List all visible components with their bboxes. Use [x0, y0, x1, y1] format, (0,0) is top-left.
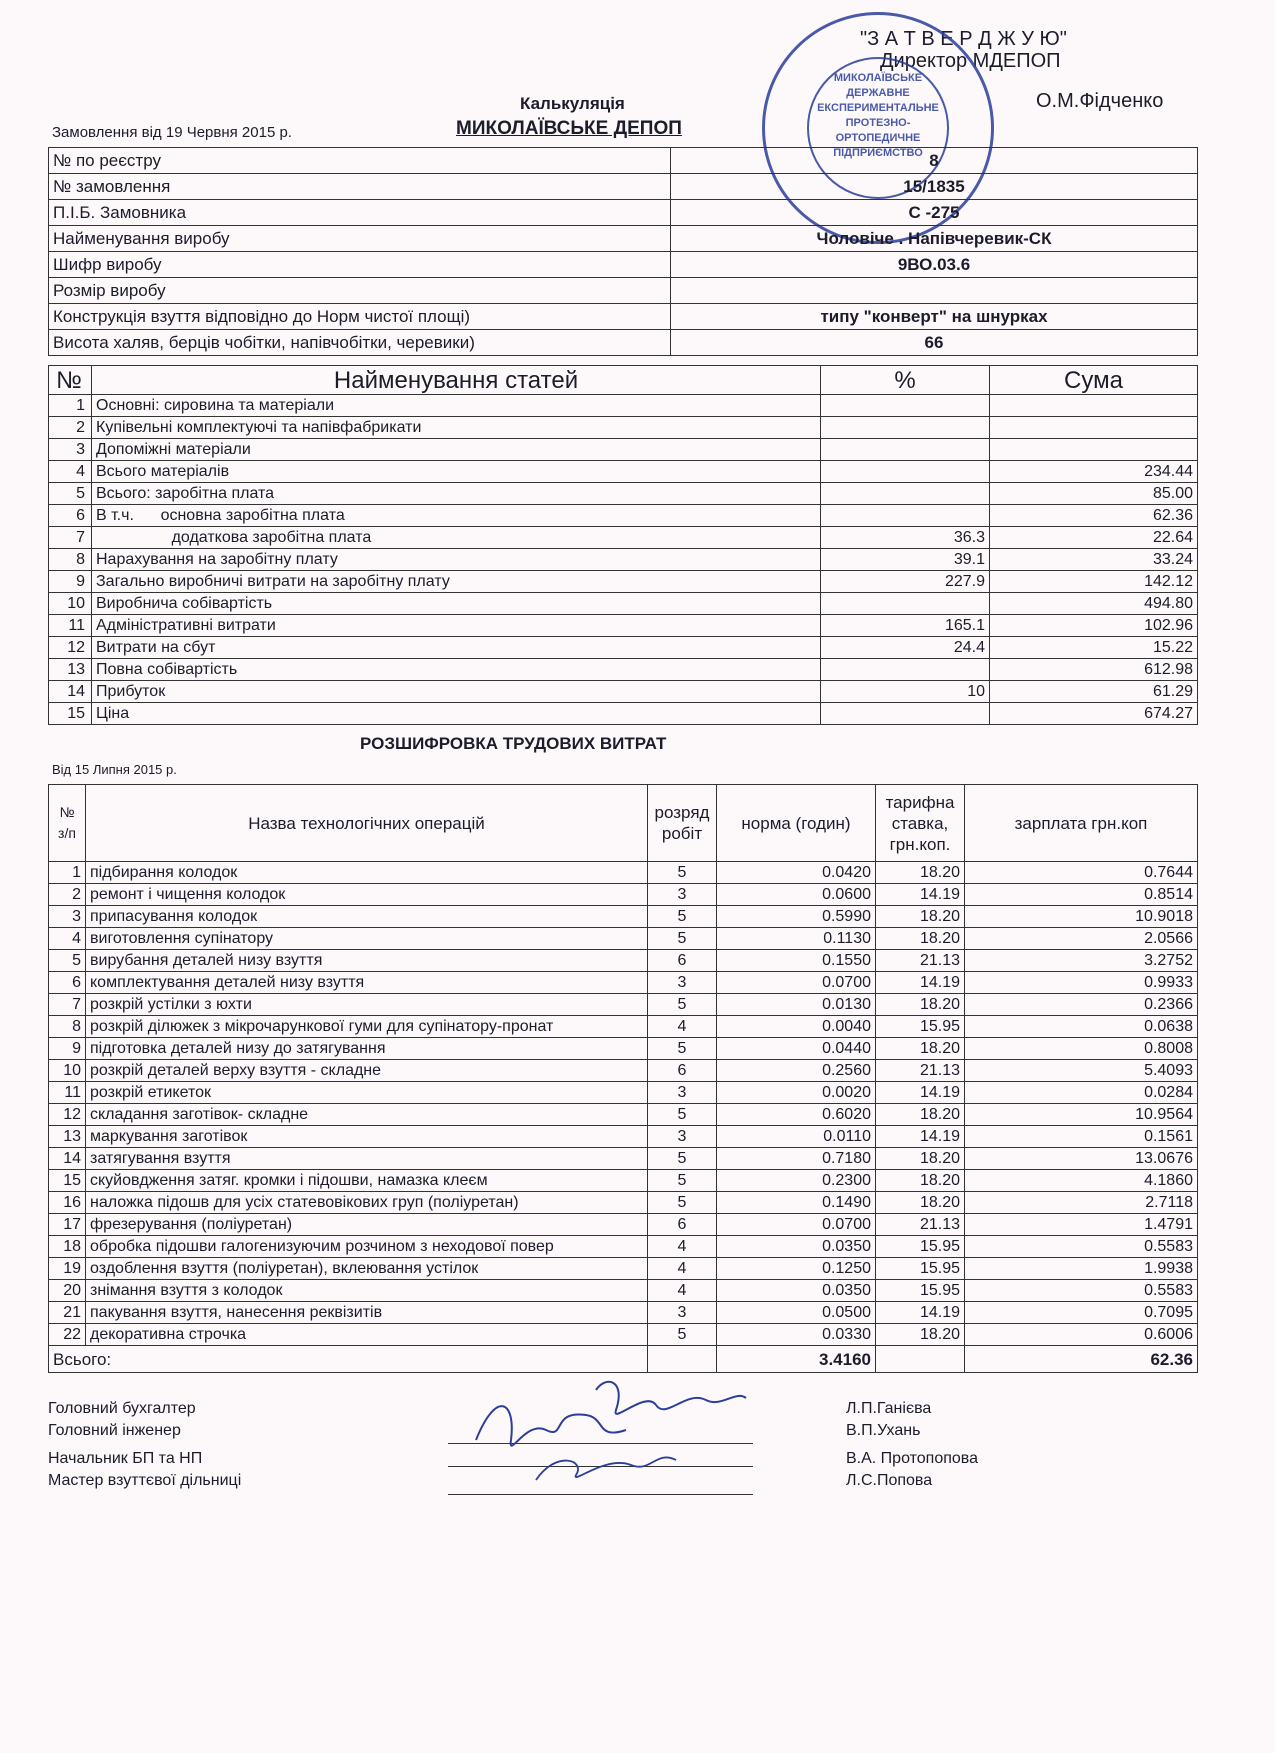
labor-operation: ремонт і чищення колодок — [86, 884, 648, 906]
labor-grade: 5 — [648, 1324, 717, 1346]
labor-num: 11 — [49, 1082, 86, 1104]
labor-rate: 14.19 — [876, 1126, 965, 1148]
labor-wage: 0.7644 — [965, 862, 1198, 884]
cost-percent: 39.1 — [821, 549, 990, 571]
labor-wage: 0.1561 — [965, 1126, 1198, 1148]
info-label: № замовлення — [49, 174, 671, 200]
labor-row — [49, 1170, 1198, 1192]
labor-total-rate — [876, 1346, 965, 1373]
labor-num: 6 — [49, 972, 86, 994]
labor-operation: розкрій деталей верху взуття - складне — [86, 1060, 648, 1082]
cost-name: В т.ч. основна заробітна плата — [92, 505, 821, 527]
info-label: Розмір виробу — [49, 278, 671, 304]
cost-num: 4 — [49, 461, 92, 483]
cost-num: 6 — [49, 505, 92, 527]
labor-wage: 13.0676 — [965, 1148, 1198, 1170]
cost-name: Прибуток — [92, 681, 821, 703]
labor-row — [49, 1258, 1198, 1280]
signature-position: Мастер взуттєвої дільниці — [48, 1472, 242, 1489]
labor-row — [49, 994, 1198, 1016]
signature-position: Головний інженер — [48, 1422, 181, 1439]
labor-norm: 0.0110 — [717, 1126, 876, 1148]
labor-grade: 4 — [648, 1258, 717, 1280]
cost-row — [49, 615, 1198, 637]
cost-percent: 227.9 — [821, 571, 990, 593]
signature-name: В.П.Ухань — [846, 1422, 921, 1439]
cost-num: 13 — [49, 659, 92, 681]
cost-percent: 165.1 — [821, 615, 990, 637]
labor-row — [49, 884, 1198, 906]
info-value: 15/1835 — [671, 174, 1198, 200]
cost-num: 1 — [49, 395, 92, 417]
labor-num: 15 — [49, 1170, 86, 1192]
labor-operation: маркування заготівок — [86, 1126, 648, 1148]
labor-rate: 14.19 — [876, 1302, 965, 1324]
labor-wage: 0.0638 — [965, 1016, 1198, 1038]
signature-name: В.А. Протопопова — [846, 1450, 979, 1467]
labor-wage: 2.0566 — [965, 928, 1198, 950]
labor-num: 3 — [49, 906, 86, 928]
labor-rate: 18.20 — [876, 994, 965, 1016]
labor-row — [49, 1214, 1198, 1236]
cost-percent: 36.3 — [821, 527, 990, 549]
approval-line3: О.М.Фідченко — [1036, 90, 1164, 112]
labor-num: 17 — [49, 1214, 86, 1236]
labor-row — [49, 1236, 1198, 1258]
labor-operation: декоративна строчка — [86, 1324, 648, 1346]
cost-num: 8 — [49, 549, 92, 571]
cost-percent — [821, 483, 990, 505]
labor-total-wage: 62.36 — [965, 1346, 1198, 1373]
labor-wage: 4.1860 — [965, 1170, 1198, 1192]
labor-operation: фрезерування (поліуретан) — [86, 1214, 648, 1236]
labor-operation: обробка підошви галогенизуючим розчином з неходової повер — [86, 1236, 648, 1258]
labor-grade: 5 — [648, 1192, 717, 1214]
cost-row — [49, 703, 1198, 725]
labor-num: 22 — [49, 1324, 86, 1346]
labor-row — [49, 862, 1198, 884]
labor-norm: 0.1130 — [717, 928, 876, 950]
labor-row — [49, 906, 1198, 928]
labor-operation: оздоблення взуття (поліуретан), вклеювання устілок — [86, 1258, 648, 1280]
labor-rate: 18.20 — [876, 1192, 965, 1214]
labor-norm: 0.0330 — [717, 1324, 876, 1346]
labor-wage: 0.8008 — [965, 1038, 1198, 1060]
cost-name: Витрати на сбут — [92, 637, 821, 659]
labor-operation: скуйовдження затяг. кромки і підошви, намазка клеєм — [86, 1170, 648, 1192]
cost-sum — [990, 395, 1198, 417]
labor-row — [49, 1302, 1198, 1324]
labor-operation: затягування взуття — [86, 1148, 648, 1170]
signature-line — [448, 1494, 753, 1495]
labor-norm: 0.1250 — [717, 1258, 876, 1280]
labor-num: 12 — [49, 1104, 86, 1126]
labor-norm: 0.0350 — [717, 1236, 876, 1258]
labor-header-num: № з/п — [49, 785, 86, 862]
labor-num: 4 — [49, 928, 86, 950]
cost-table — [48, 365, 1198, 725]
labor-norm: 0.0040 — [717, 1016, 876, 1038]
labor-rate: 21.13 — [876, 1214, 965, 1236]
labor-wage: 2.7118 — [965, 1192, 1198, 1214]
cost-name: Всього: заробітна плата — [92, 483, 821, 505]
labor-norm: 0.0500 — [717, 1302, 876, 1324]
cost-num: 10 — [49, 593, 92, 615]
cost-name: Повна собівартість — [92, 659, 821, 681]
info-value: Чоловіче . Напівчеревик-СК — [671, 226, 1198, 252]
labor-norm: 0.0350 — [717, 1280, 876, 1302]
labor-norm: 0.2560 — [717, 1060, 876, 1082]
org-name: МИКОЛАЇВСЬКЕ ДЕПОП — [456, 118, 682, 139]
cost-header-num: № — [49, 366, 92, 395]
cost-percent — [821, 505, 990, 527]
info-row — [49, 174, 1198, 200]
info-label: Шифр виробу — [49, 252, 671, 278]
labor-wage: 10.9564 — [965, 1104, 1198, 1126]
labor-grade: 6 — [648, 1214, 717, 1236]
labor-wage: 1.9938 — [965, 1258, 1198, 1280]
info-value: 8 — [671, 148, 1198, 174]
labor-norm: 0.0130 — [717, 994, 876, 1016]
labor-row — [49, 972, 1198, 994]
labor-wage: 5.4093 — [965, 1060, 1198, 1082]
labor-grade: 5 — [648, 1038, 717, 1060]
cost-percent — [821, 395, 990, 417]
cost-sum: 674.27 — [990, 703, 1198, 725]
labor-header-row — [49, 785, 1198, 862]
cost-num: 12 — [49, 637, 92, 659]
labor-num: 5 — [49, 950, 86, 972]
labor-grade: 5 — [648, 862, 717, 884]
info-row — [49, 330, 1198, 356]
cost-percent: 24.4 — [821, 637, 990, 659]
labor-table — [48, 784, 1198, 1373]
labor-row — [49, 1148, 1198, 1170]
labor-grade: 5 — [648, 1104, 717, 1126]
info-value — [671, 278, 1198, 304]
info-label: П.І.Б. Замовника — [49, 200, 671, 226]
labor-rate: 15.95 — [876, 1280, 965, 1302]
labor-num: 8 — [49, 1016, 86, 1038]
approval-line1: "З А Т В Е Р Д Ж У Ю" — [860, 28, 1067, 50]
labor-total-label: Всього: — [49, 1346, 648, 1373]
cost-sum: 15.22 — [990, 637, 1198, 659]
cost-name: Адміністративні витрати — [92, 615, 821, 637]
calc-title: Калькуляція — [520, 94, 625, 113]
cost-sum — [990, 417, 1198, 439]
cost-num: 7 — [49, 527, 92, 549]
labor-row — [49, 1126, 1198, 1148]
cost-row — [49, 505, 1198, 527]
labor-total-norm: 3.4160 — [717, 1346, 876, 1373]
cost-sum: 62.36 — [990, 505, 1198, 527]
labor-num: 7 — [49, 994, 86, 1016]
order-date: Замовлення від 19 Червня 2015 р. — [52, 124, 292, 141]
labor-total-row — [49, 1346, 1198, 1373]
labor-num: 2 — [49, 884, 86, 906]
labor-wage: 1.4791 — [965, 1214, 1198, 1236]
labor-grade: 4 — [648, 1280, 717, 1302]
info-value: типу "конверт" на шнурках — [671, 304, 1198, 330]
cost-sum: 85.00 — [990, 483, 1198, 505]
cost-num: 15 — [49, 703, 92, 725]
cost-percent — [821, 439, 990, 461]
labor-rate: 14.19 — [876, 972, 965, 994]
cost-header-name: Найменування статей — [92, 366, 821, 395]
cost-row — [49, 461, 1198, 483]
labor-row — [49, 1324, 1198, 1346]
labor-operation: розкрій етикеток — [86, 1082, 648, 1104]
labor-grade: 6 — [648, 950, 717, 972]
labor-operation: комплектування деталей низу взуття — [86, 972, 648, 994]
cost-row — [49, 549, 1198, 571]
labor-operation: знімання взуття з колодок — [86, 1280, 648, 1302]
labor-grade: 3 — [648, 884, 717, 906]
labor-header-name: Назва технологічних операцій — [86, 785, 648, 862]
labor-title: РОЗШИФРОВКА ТРУДОВИХ ВИТРАТ — [360, 734, 667, 753]
labor-num: 9 — [49, 1038, 86, 1060]
labor-rate: 18.20 — [876, 862, 965, 884]
labor-rate: 15.95 — [876, 1016, 965, 1038]
info-label: № по реєстру — [49, 148, 671, 174]
cost-sum: 494.80 — [990, 593, 1198, 615]
labor-norm: 0.0600 — [717, 884, 876, 906]
cost-name: Всього матеріалів — [92, 461, 821, 483]
labor-operation: припасування колодок — [86, 906, 648, 928]
labor-row — [49, 1104, 1198, 1126]
labor-wage: 0.8514 — [965, 884, 1198, 906]
cost-num: 2 — [49, 417, 92, 439]
labor-total-grade — [648, 1346, 717, 1373]
cost-percent — [821, 417, 990, 439]
info-label: Конструкція взуття відповідно до Норм чистої площі) — [49, 304, 671, 330]
labor-num: 19 — [49, 1258, 86, 1280]
cost-header-row — [49, 366, 1198, 395]
labor-rate: 14.19 — [876, 884, 965, 906]
labor-grade: 3 — [648, 1302, 717, 1324]
labor-norm: 0.0420 — [717, 862, 876, 884]
labor-num: 13 — [49, 1126, 86, 1148]
info-value: С -275 — [671, 200, 1198, 226]
labor-header-rate: тарифна ставка, грн.коп. — [876, 785, 965, 862]
labor-norm: 0.0700 — [717, 1214, 876, 1236]
labor-grade: 5 — [648, 994, 717, 1016]
labor-wage: 10.9018 — [965, 906, 1198, 928]
cost-row — [49, 681, 1198, 703]
cost-percent — [821, 659, 990, 681]
cost-num: 9 — [49, 571, 92, 593]
labor-date: Від 15 Липня 2015 р. — [52, 762, 177, 777]
signature-names — [846, 1398, 978, 1492]
labor-norm: 0.6020 — [717, 1104, 876, 1126]
cost-num: 3 — [49, 439, 92, 461]
info-row — [49, 226, 1198, 252]
labor-norm: 0.0700 — [717, 972, 876, 994]
signature-position: Начальник БП та НП — [48, 1450, 203, 1467]
info-label: Висота халяв, берців чобітки, напівчобітки, черевики) — [49, 330, 671, 356]
labor-header-norm: норма (годин) — [717, 785, 876, 862]
labor-wage: 0.0284 — [965, 1082, 1198, 1104]
signature-name: Л.С.Попова — [846, 1472, 933, 1489]
labor-row — [49, 1082, 1198, 1104]
cost-sum: 61.29 — [990, 681, 1198, 703]
cost-name: Допоміжні матеріали — [92, 439, 821, 461]
cost-sum: 234.44 — [990, 461, 1198, 483]
labor-rate: 18.20 — [876, 928, 965, 950]
labor-operation: пакування взуття, нанесення реквізитів — [86, 1302, 648, 1324]
cost-name: Ціна — [92, 703, 821, 725]
labor-rate: 18.20 — [876, 1324, 965, 1346]
cost-row — [49, 637, 1198, 659]
approval-line2: Директор МДЕПОП — [880, 50, 1061, 72]
cost-row — [49, 527, 1198, 549]
cost-row — [49, 395, 1198, 417]
cost-sum: 22.64 — [990, 527, 1198, 549]
labor-operation: вирубання деталей низу взуття — [86, 950, 648, 972]
labor-header-wage: зарплата грн.коп — [965, 785, 1198, 862]
labor-row — [49, 1192, 1198, 1214]
labor-rate: 21.13 — [876, 950, 965, 972]
labor-row — [49, 1280, 1198, 1302]
labor-operation: розкрій ділюжек з мікрочарункової гуми для супінатору-пронат — [86, 1016, 648, 1038]
labor-rate: 15.95 — [876, 1258, 965, 1280]
cost-name: Нарахування на заробітну плату — [92, 549, 821, 571]
info-row — [49, 148, 1198, 174]
info-row — [49, 304, 1198, 330]
labor-wage: 0.5583 — [965, 1280, 1198, 1302]
cost-sum: 102.96 — [990, 615, 1198, 637]
labor-norm: 0.2300 — [717, 1170, 876, 1192]
cost-sum: 142.12 — [990, 571, 1198, 593]
cost-num: 14 — [49, 681, 92, 703]
cost-percent — [821, 703, 990, 725]
cost-row — [49, 593, 1198, 615]
labor-grade: 3 — [648, 972, 717, 994]
labor-rate: 15.95 — [876, 1236, 965, 1258]
labor-row — [49, 1038, 1198, 1060]
cost-row — [49, 439, 1198, 461]
info-label: Найменування виробу — [49, 226, 671, 252]
labor-operation: наложка підошв для усіх статевовікових груп (поліуретан) — [86, 1192, 648, 1214]
labor-operation: підготовка деталей низу до затягування — [86, 1038, 648, 1060]
info-row — [49, 200, 1198, 226]
labor-norm: 0.7180 — [717, 1148, 876, 1170]
labor-rate: 18.20 — [876, 906, 965, 928]
labor-row — [49, 1016, 1198, 1038]
signature-name: Л.П.Ганієва — [846, 1400, 932, 1417]
labor-operation: виготовлення супінатору — [86, 928, 648, 950]
labor-grade: 5 — [648, 906, 717, 928]
signature-positions — [48, 1398, 241, 1492]
cost-name: Загально виробничі витрати на заробітну плату — [92, 571, 821, 593]
labor-num: 14 — [49, 1148, 86, 1170]
labor-grade: 5 — [648, 928, 717, 950]
cost-name: Купівельні комплектуючі та напівфабрикати — [92, 417, 821, 439]
cost-header-percent: % — [821, 366, 990, 395]
info-table — [48, 147, 1198, 356]
labor-header-grade: розряд робіт — [648, 785, 717, 862]
cost-percent: 10 — [821, 681, 990, 703]
labor-rate: 18.20 — [876, 1038, 965, 1060]
cost-percent — [821, 461, 990, 483]
signature-position: Головний бухгалтер — [48, 1400, 196, 1417]
labor-grade: 5 — [648, 1148, 717, 1170]
cost-num: 11 — [49, 615, 92, 637]
cost-row — [49, 483, 1198, 505]
info-value: 9ВО.03.6 — [671, 252, 1198, 278]
labor-grade: 5 — [648, 1170, 717, 1192]
cost-name: Основні: сировина та матеріали — [92, 395, 821, 417]
cost-row — [49, 659, 1198, 681]
labor-grade: 6 — [648, 1060, 717, 1082]
labor-num: 16 — [49, 1192, 86, 1214]
labor-row — [49, 950, 1198, 972]
cost-sum — [990, 439, 1198, 461]
cost-sum: 612.98 — [990, 659, 1198, 681]
labor-rate: 14.19 — [876, 1082, 965, 1104]
info-row — [49, 252, 1198, 278]
labor-norm: 0.1550 — [717, 950, 876, 972]
cost-row — [49, 571, 1198, 593]
labor-num: 20 — [49, 1280, 86, 1302]
labor-wage: 0.5583 — [965, 1236, 1198, 1258]
labor-num: 21 — [49, 1302, 86, 1324]
labor-rate: 18.20 — [876, 1170, 965, 1192]
labor-norm: 0.1490 — [717, 1192, 876, 1214]
handwritten-signatures — [456, 1370, 756, 1490]
stamp-text: МИКОЛАЇВСЬКЕ ДЕРЖАВНЕ ЕКСПЕРИМЕНТАЛЬНЕ ПРОТЕЗНО-ОРТОПЕДИЧНЕ ПІДПРИЄМСТВО — [817, 72, 939, 159]
labor-rate: 21.13 — [876, 1060, 965, 1082]
labor-num: 1 — [49, 862, 86, 884]
labor-wage: 0.2366 — [965, 994, 1198, 1016]
labor-grade: 4 — [648, 1236, 717, 1258]
cost-name: додаткова заробітна плата — [92, 527, 821, 549]
labor-norm: 0.0440 — [717, 1038, 876, 1060]
labor-operation: розкрій устілки з юхти — [86, 994, 648, 1016]
info-row — [49, 278, 1198, 304]
labor-wage: 0.9933 — [965, 972, 1198, 994]
labor-grade: 3 — [648, 1126, 717, 1148]
cost-percent — [821, 593, 990, 615]
labor-grade: 4 — [648, 1016, 717, 1038]
labor-rate: 18.20 — [876, 1104, 965, 1126]
info-value: 66 — [671, 330, 1198, 356]
labor-operation: складання заготівок- складне — [86, 1104, 648, 1126]
cost-sum: 33.24 — [990, 549, 1198, 571]
cost-header-sum: Сума — [990, 366, 1198, 395]
labor-norm: 0.0020 — [717, 1082, 876, 1104]
cost-row — [49, 417, 1198, 439]
labor-wage: 0.7095 — [965, 1302, 1198, 1324]
labor-rate: 18.20 — [876, 1148, 965, 1170]
labor-norm: 0.5990 — [717, 906, 876, 928]
labor-row — [49, 928, 1198, 950]
labor-operation: підбирання колодок — [86, 862, 648, 884]
labor-grade: 3 — [648, 1082, 717, 1104]
labor-wage: 0.6006 — [965, 1324, 1198, 1346]
cost-name: Виробнича собівартість — [92, 593, 821, 615]
cost-num: 5 — [49, 483, 92, 505]
labor-wage: 3.2752 — [965, 950, 1198, 972]
labor-num: 18 — [49, 1236, 86, 1258]
labor-num: 10 — [49, 1060, 86, 1082]
labor-row — [49, 1060, 1198, 1082]
